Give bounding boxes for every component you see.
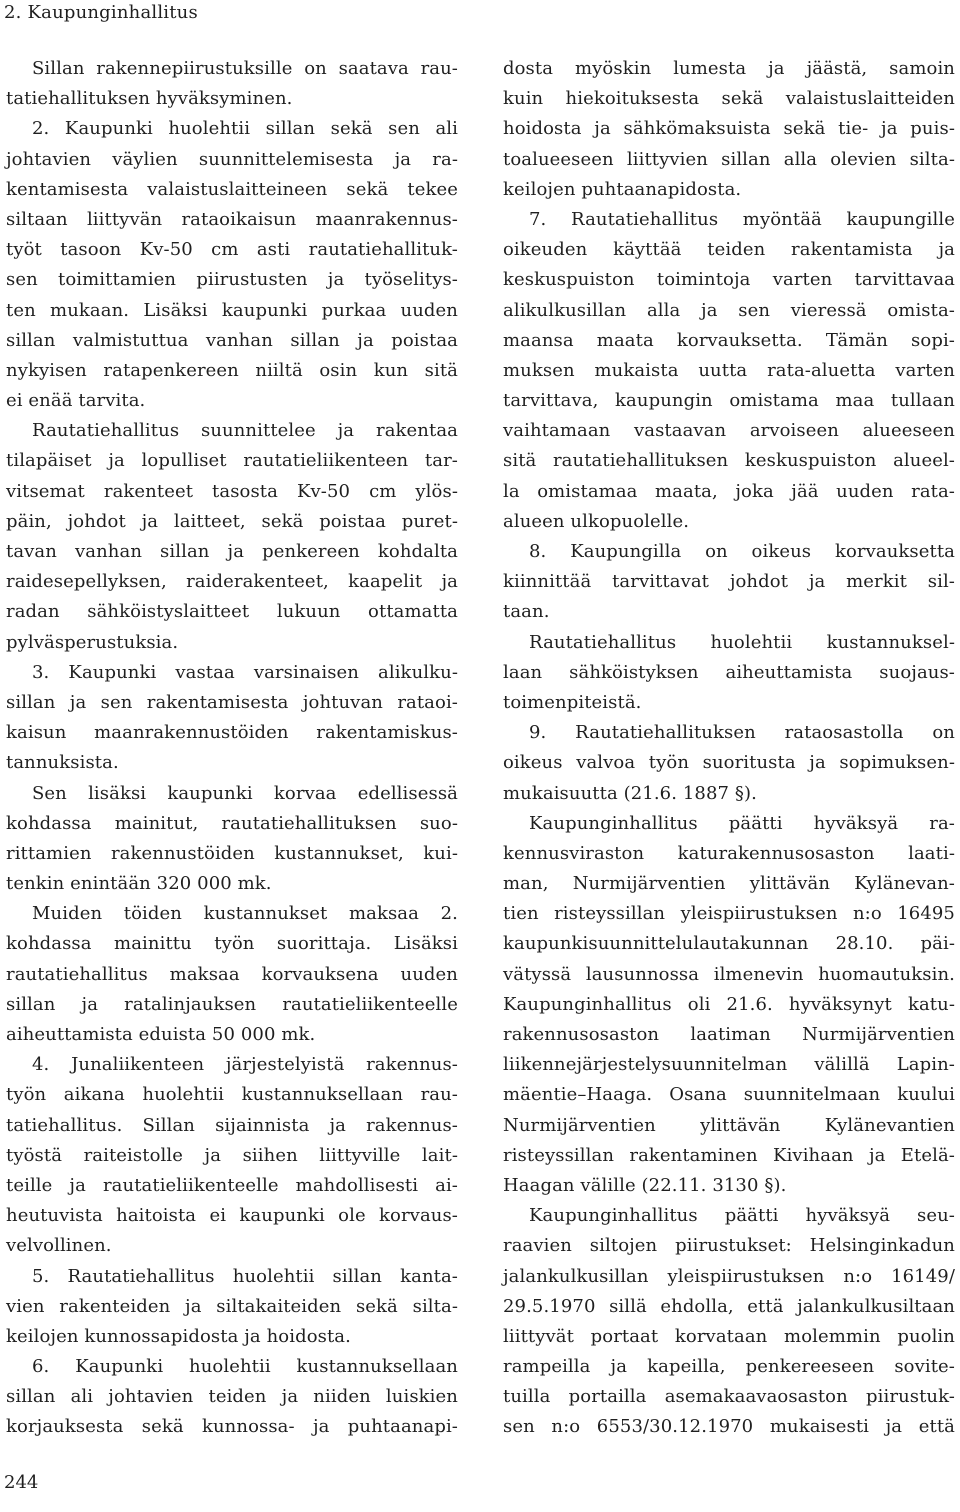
text-line: man, Nurmijärventien ylittävän Kylänevan-	[503, 873, 955, 895]
text-line: kuin hiekoituksesta sekä valaistuslaitteiden	[503, 88, 955, 110]
text-line: 7. Rautatiehallitus myöntää kaupungille	[529, 208, 955, 230]
text-line: Muiden töiden kustannukset maksaa 2.	[32, 903, 458, 925]
text-line: alueen ulkopuolelle.	[503, 510, 690, 532]
text-line: Rautatiehallitus huolehtii kustannuksel-	[529, 631, 955, 653]
text-line: tatiehallituksen hyväksyminen.	[6, 88, 293, 110]
text-line: Rautatiehallitus suunnittelee ja rakentaa	[32, 420, 458, 442]
text-line: toimenpiteistä.	[503, 691, 642, 713]
text-line: mäentie–Haaga. Osana suunnitelmaan kuului	[503, 1084, 955, 1106]
text-line: toalueeseen liittyvien sillan alla olevien silta-	[503, 148, 955, 170]
right-column	[503, 54, 955, 1443]
text-line: liikennejärjestelysuunnitelman välillä Lapin-	[503, 1054, 955, 1076]
text-line: Haagan välille (22.11. 3130 §).	[503, 1174, 787, 1196]
text-line: heutuvista haitoista ei kaupunki ole korvaus-	[6, 1205, 458, 1227]
text-line: tenkin enintään 320 000 mk.	[6, 873, 272, 895]
text-line: raidesepellyksen, raiderakenteet, kaapelit ja	[6, 571, 458, 593]
text-line: 6. Kaupunki huolehtii kustannuksellaan	[32, 1356, 458, 1378]
text-line: sitä rautatiehallituksen keskuspuiston alueel-	[503, 450, 955, 472]
text-line: tavan vanhan sillan ja penkereen kohdalta	[6, 541, 458, 562]
running-head: 2. Kaupunginhallitus	[4, 2, 198, 23]
text-line: 3. Kaupunki vastaa varsinaisen alikulku-	[32, 661, 458, 683]
text-line: työt tasoon Kv-50 cm asti rautatiehallituk-	[6, 239, 458, 261]
text-line: rautatiehallitus maksaa korvauksena uuden	[6, 963, 458, 985]
text-line: tannuksista.	[6, 752, 119, 774]
text-line: muksen mukaista uutta rata-aluetta varten	[503, 359, 955, 381]
text-line: oikeuden käyttää teiden rakentamista ja	[503, 239, 955, 261]
text-line: velvollinen.	[6, 1235, 112, 1257]
text-line: keskuspuiston toimintoja varten tarvittavaa	[503, 269, 955, 291]
text-line: nykyisen ratapenkereen niiltä osin kun sitä	[6, 359, 458, 381]
text-line: siltaan liittyvän rataoikaisun maanrakennus-	[6, 208, 458, 230]
text-line: keilojen puhtaanapidosta.	[503, 178, 742, 200]
text-line: la omistamaa maata, joka jää uuden rata-	[503, 480, 955, 502]
text-line: 5. Rautatiehallitus huolehtii sillan kanta-	[32, 1265, 458, 1287]
text-line: korjauksesta sekä kunnossa- ja puhtaanapi-	[6, 1416, 458, 1438]
text-line: 9. Rautatiehallituksen rataosastolla on	[529, 722, 955, 744]
text-line: alikulkusillan alla ja sen vieressä omista-	[503, 299, 955, 321]
text-line: sen toimittamien piirustusten ja työselitys-	[6, 269, 458, 291]
text-line: Sen lisäksi kaupunki korvaa edellisessä	[32, 782, 458, 804]
text-line: tien risteyssillan yleispiirustuksen n:o 16495	[503, 903, 955, 925]
text-line: radan sähköistyslaitteet lukuun ottamatta	[6, 601, 458, 623]
text-line: kentamisesta valaistuslaitteineen sekä tekee	[6, 178, 458, 200]
text-line: keilojen kunnossapidosta ja hoidosta.	[6, 1325, 351, 1347]
text-line: kohdassa mainittu työn suorittaja. Lisäksi	[6, 933, 458, 955]
text-line: kaisun maanrakennustöiden rakentamiskus-	[6, 722, 458, 744]
text-line: ten mukaan. Lisäksi kaupunki purkaa uuden	[6, 299, 458, 321]
text-line: laan sähköistyksen aiheuttamista suojaus-	[503, 661, 955, 683]
text-line: jalankulkusillan yleispiirustuksen n:o 16149/	[503, 1265, 955, 1287]
text-line: kohdassa mainitut, rautatiehallituksen suo-	[6, 812, 458, 834]
text-line: rittamien rakennustöiden kustannukset, kui-	[6, 842, 458, 864]
text-line: rakennusosaston laatiman Nurmijärventien	[503, 1024, 955, 1045]
text-line: risteyssillan rakentaminen Kivihaan ja Etelä-	[503, 1144, 955, 1166]
text-line: 2. Kaupunki huolehtii sillan sekä sen ali	[32, 118, 458, 140]
text-line: päin, johdot ja laitteet, sekä poistaa puret-	[6, 510, 458, 532]
text-line: sillan ja ratalinjauksen rautatieliikenteelle	[6, 993, 458, 1015]
text-line: sillan valmistuttua vanhan sillan ja poistaa	[6, 329, 458, 351]
text-line: 29.5.1970 sillä ehdolla, että jalankulkusiltaan	[503, 1295, 955, 1317]
text-line: työn aikana huolehtii kustannuksellaan rau-	[6, 1084, 458, 1106]
text-line: johtavien väylien suunnittelemisesta ja ra-	[6, 148, 458, 170]
text-line: 8. Kaupungilla on oikeus korvauksetta	[529, 541, 955, 562]
text-line: teille ja rautatieliikenteelle mahdollisesti ai-	[6, 1174, 458, 1196]
text-line: tatiehallitus. Sillan sijainnista ja rakennus-	[6, 1114, 458, 1136]
text-line: ei enää tarvita.	[6, 390, 146, 412]
text-line: Sillan rakennepiirustuksille on saatava rau-	[32, 58, 458, 79]
text-line: maansa maata korvauksetta. Tämän sopi-	[503, 329, 955, 351]
text-line: aiheuttamista eduista 50 000 mk.	[6, 1024, 316, 1045]
text-line: taan.	[503, 601, 550, 623]
text-line: pylväsperustuksia.	[6, 631, 179, 653]
text-line: kennusviraston katurakennusosaston laati-	[503, 842, 955, 864]
text-line: Nurmijärventien ylittävän Kylänevantien	[503, 1114, 955, 1136]
text-line: hoidosta ja sähkömaksuista sekä tie- ja puis-	[503, 118, 955, 140]
text-line: tilapäiset ja lopulliset rautatieliikenteen tar-	[6, 450, 458, 472]
text-line: tuilla portailla asemakaavaosaston piirustuk-	[503, 1386, 955, 1408]
text-line: liittyvät portaat korvataan molemmin puolin	[503, 1325, 955, 1347]
text-line: Kaupunginhallitus päätti hyväksyä seu-	[529, 1205, 955, 1227]
text-line: sillan ali johtavien teiden ja niiden luiskien	[6, 1386, 458, 1408]
text-line: sillan ja sen rakentamisesta johtuvan rataoi-	[6, 691, 458, 713]
text-line: 4. Junaliikenteen järjestelyistä rakennus-	[32, 1054, 458, 1076]
text-line: raavien siltojen piirustukset: Helsinginkadun	[503, 1235, 955, 1257]
text-line: vien rakenteiden ja siltakaiteiden sekä silta-	[6, 1295, 458, 1317]
text-line: vaihtamaan vastaavan arvoiseen alueeseen	[503, 420, 955, 442]
text-line: rampeilla ja kapeilla, penkereeseen sovite-	[503, 1356, 955, 1378]
text-line: tarvittava, kaupungin omistama maa tullaan	[503, 390, 955, 412]
text-line: vitsemat rakenteet tasosta Kv-50 cm ylös-	[6, 480, 458, 502]
text-line: sen n:o 6553/30.12.1970 mukaisesti ja että	[503, 1416, 955, 1438]
text-line: oikeus valvoa työn suoritusta ja sopimuksen-	[503, 752, 955, 774]
text-line: Kaupunginhallitus oli 21.6. hyväksynyt katu-	[503, 993, 955, 1015]
left-column	[6, 54, 458, 1443]
text-line: työstä raiteistolle ja siihen liittyville lait-	[6, 1144, 458, 1166]
text-line: vätyssä lausunnossa ilmenevin huomautuksin.	[503, 963, 955, 985]
text-line: Kaupunginhallitus päätti hyväksyä ra-	[529, 812, 955, 834]
text-line: kaupunkisuunnittelulautakunnan 28.10. päi-	[503, 933, 955, 955]
text-line: mukaisuutta (21.6. 1887 §).	[503, 782, 757, 804]
page-number: 244	[4, 1472, 39, 1493]
text-line: dosta myöskin lumesta ja jäästä, samoin	[503, 58, 955, 79]
text-line: kiinnittää tarvittavat johdot ja merkit sil-	[503, 571, 955, 593]
